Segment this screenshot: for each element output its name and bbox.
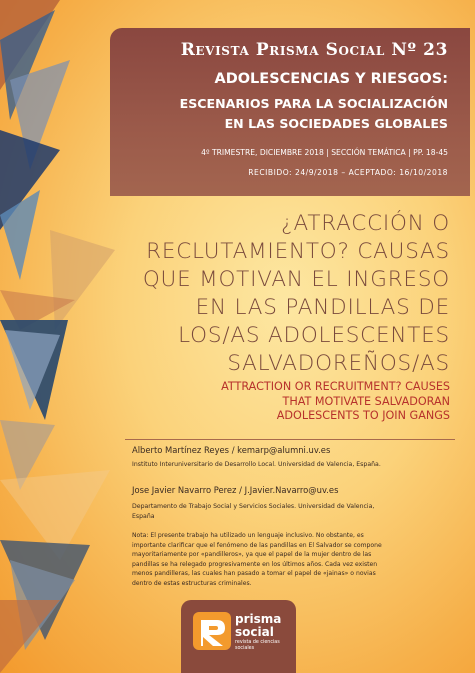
note-line: mayoritariamente por «pandilleros», ya que el papel de la mujer dentro de las <box>132 551 372 558</box>
note-line: importante clarificar que el fenómeno de las pandillas en El Salvador se compone <box>132 541 382 549</box>
note-line: pandillas se ha relegado progresivamente en los últimos años. Cada vez existen <box>132 560 378 568</box>
article-title-es <box>120 210 450 378</box>
note-line: dentro de estas estructuras criminales. <box>132 579 252 587</box>
title-es-line: QUE MOTIVAN EL INGRESO <box>142 267 450 292</box>
logo-text-social: social <box>235 625 274 639</box>
title-es-line: ¿ATRACCIÓN O <box>281 211 450 236</box>
title-en-line: ADOLESCENTS TO JOIN GANGS <box>276 409 450 422</box>
issue-subtitle-2: EN LAS SOCIEDADES GLOBALES <box>224 116 448 131</box>
logo-text-prisma: prisma <box>235 612 282 626</box>
inclusive-language-note <box>132 531 452 588</box>
logo-tagline: revista de ciencias sociales <box>235 640 280 651</box>
divider <box>125 439 455 440</box>
title-es-line: EN LAS PANDILLAS DE <box>195 295 450 320</box>
title-en-line: ATTRACTION OR RECRUITMENT? CAUSES <box>221 380 450 393</box>
author-1-institution: Instituto Interuniversitario de Desarrollo Local. Universidad de Valencia, España. <box>132 461 381 468</box>
prisma-logo-icon <box>193 612 231 650</box>
article-title-en <box>150 380 450 424</box>
journal-name: Revista Prisma Social Nº 23 <box>180 40 448 60</box>
author-2-institution: Departamento de Trabajo Social y Servicios Sociales. Universidad de Valencia, <box>132 503 375 510</box>
title-es-line: SALVADOREÑOS/AS <box>227 351 450 376</box>
photo-triangle <box>50 230 115 330</box>
received-accepted-dates: RECIBIDO: 24/9/2018 – ACEPTADO: 16/10/2018 <box>248 168 448 177</box>
title-es-line: LOS/AS ADOLESCENTES <box>178 323 450 348</box>
title-es-line: RECLUTAMIENTO? CAUSAS <box>146 239 450 264</box>
author-1-name: Alberto Martínez Reyes / kemarp@alumni.uv.es <box>132 445 331 455</box>
issue-meta: 4º TRIMESTRE, DICIEMBRE 2018 | SECCIÓN TEMÁTICA | PP. 18-45 <box>201 148 448 157</box>
author-2-name: Jose Javier Navarro Perez / J.Javier.Navarro@uv.es <box>132 485 339 495</box>
note-line: Nota: El presente trabajo ha utilizado un lenguaje inclusivo. No obstante, es <box>132 532 364 539</box>
author-2-institution-country: España <box>132 513 155 520</box>
note-line: menos pandilleras, las cuales han pasado a tomar el papel de «jainas» o novias <box>132 570 376 577</box>
issue-subtitle-1: ESCENARIOS PARA LA SOCIALIZACIÓN <box>179 96 448 111</box>
title-en-line: THAT MOTIVATE SALVADORAN <box>282 394 450 408</box>
issue-title: ADOLESCENCIAS Y RIESGOS: <box>214 71 448 87</box>
